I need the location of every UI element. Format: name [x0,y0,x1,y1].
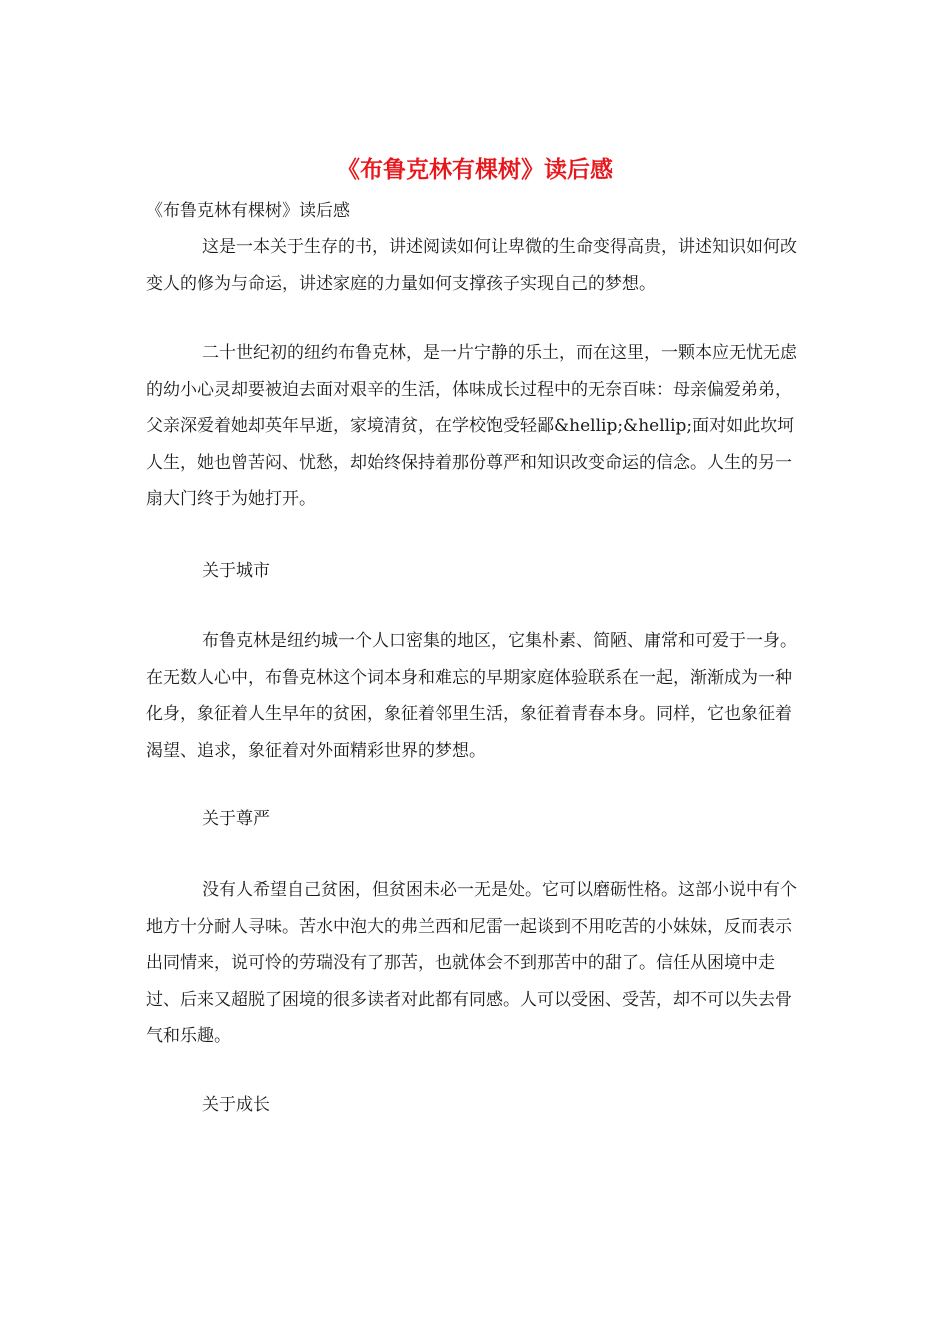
paragraph-intro: 这是一本关于生存的书，讲述阅读如何让卑微的生命变得高贵，讲述知识如何改变人的修为与命运，讲述家庭的力量如何支撑孩子实现自己的梦想。 [146,237,797,294]
section-heading-city: 关于城市 [202,561,270,581]
paragraph-city: 布鲁克林是纽约城一个人口密集的地区，它集朴素、简陋、庸常和可爱于一身。在无数人心中，布鲁克林这个词本身和难忘的早期家庭体验联系在一起，渐渐成为一种化身，象征着人生早年的贫困，象征着邻里生活，象征着青春本身。同样，它也象征着渴望、追求，象征着对外面精彩世界的梦想。 [146,631,797,761]
paragraph-summary: 二十世纪初的纽约布鲁克林，是一片宁静的乐土，而在这里，一颗本应无忧无虑的幼小心灵却要被迫去面对艰辛的生活，体味成长过程中的无奈百味：母亲偏爱弟弟，父亲深爱着她却英年早逝，家境清贫，在学校饱受轻鄙&hellip;&hellip;面对如此坎坷人生，她也曾苦闷、忧愁，却始终保持着那份尊严和知识改变命运的信念。人生的另一扇大门终于为她打开。 [146,343,797,509]
document-subtitle: 《布鲁克林有棵树》读后感 [146,201,350,221]
document-title: 《布鲁克林有棵树》读后感 [337,156,613,183]
section-heading-growth: 关于成长 [202,1095,270,1115]
paragraph-dignity: 没有人希望自己贫困，但贫困未必一无是处。它可以磨砺性格。这部小说中有个地方十分耐人寻味。苦水中泡大的弗兰西和尼雷一起谈到不用吃苦的小妹妹，反而表示出同情来，说可怜的劳瑞没有了那苦，也就体会不到那苦中的甜了。信任从困境中走过、后来又超脱了困境的很多读者对此都有同感。人可以受困、受苦，却不可以失去骨气和乐趣。 [146,880,797,1046]
section-heading-dignity: 关于尊严 [202,809,270,829]
